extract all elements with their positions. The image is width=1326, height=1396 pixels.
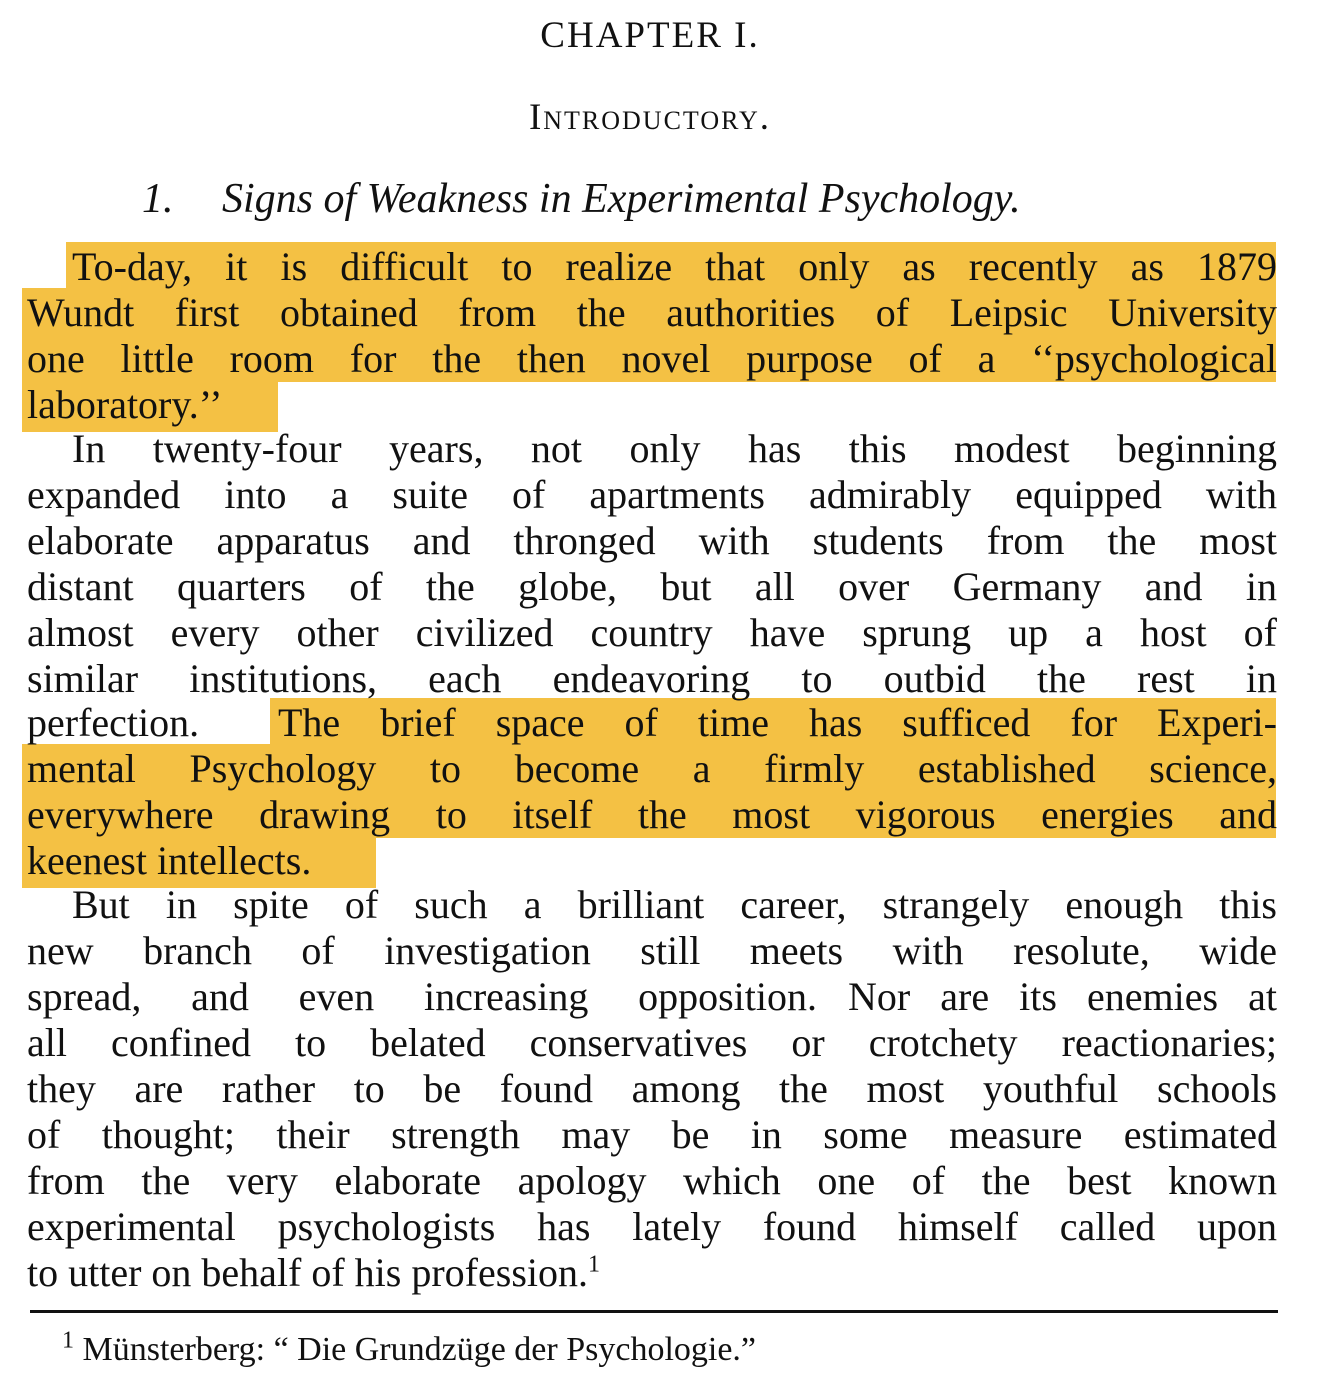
text-line: To-day, it is difficult to realize that only as recently as 1879 <box>72 244 1277 289</box>
text-line: In twenty-four years, not only has this modest beginning <box>72 426 1277 471</box>
text-line: Nor are its enemies at <box>848 974 1277 1019</box>
footnote-reference: 1 <box>588 1251 600 1278</box>
text-line: elaborate apparatus and thronged with students from the most <box>27 518 1277 563</box>
text-line: mental Psychology to become a firmly established science, <box>27 746 1277 791</box>
footnote-marker: 1 <box>62 1327 74 1354</box>
footnote <box>62 1327 757 1370</box>
text-line: one little room for the then novel purpose of a ‘‘psychological <box>27 336 1277 381</box>
text-line <box>27 1250 1277 1296</box>
text-line: But in spite of such a brilliant career, strangely enough this <box>72 882 1277 927</box>
text-line: everywhere drawing to itself the most vigorous energies and <box>27 792 1277 837</box>
text-line: all confined to belated conservatives or crotchety reactionaries; <box>27 1020 1277 1065</box>
chapter-heading: CHAPTER I. <box>540 15 760 56</box>
chapter-subtitle: Introductory. <box>528 97 772 138</box>
text-line: laboratory.’’ <box>27 382 223 427</box>
text-line: keenest intellects. <box>27 838 312 883</box>
text-line: they are rather to be found among the most youthful schools <box>27 1066 1277 1111</box>
text-span: to utter on behalf of his profession. <box>27 1250 588 1295</box>
text-line: distant quarters of the globe, but all over Germany and in <box>27 564 1277 609</box>
section-title: Signs of Weakness in Experimental Psychology. <box>222 176 1021 222</box>
footnote-divider <box>30 1310 1278 1313</box>
text-line: The brief space of time has sufficed for Experi- <box>278 700 1277 745</box>
text-line: perfection. <box>27 700 200 745</box>
text-line: expanded into a suite of apartments admirably equipped with <box>27 472 1277 517</box>
footnote-text: Münsterberg: “ Die Grundzüge der Psychologie.” <box>82 1331 757 1368</box>
text-line: new branch of investigation still meets with resolute, wide <box>27 928 1277 973</box>
text-line: similar institutions, each endeavoring to outbid the rest in <box>27 656 1277 701</box>
text-line: from the very elaborate apology which one of the best known <box>27 1158 1277 1203</box>
text-line: spread, and even increasing opposition. <box>27 974 817 1019</box>
text-line: of thought; their strength may be in some measure estimated <box>27 1112 1277 1157</box>
text-line: experimental psychologists has lately found himself called upon <box>27 1204 1277 1249</box>
text-line: Wundt first obtained from the authorities of Leipsic University <box>27 290 1277 335</box>
section-number: 1. <box>142 176 174 222</box>
text-line: almost every other civilized country have sprung up a host of <box>27 610 1277 655</box>
section-heading <box>142 175 1021 223</box>
